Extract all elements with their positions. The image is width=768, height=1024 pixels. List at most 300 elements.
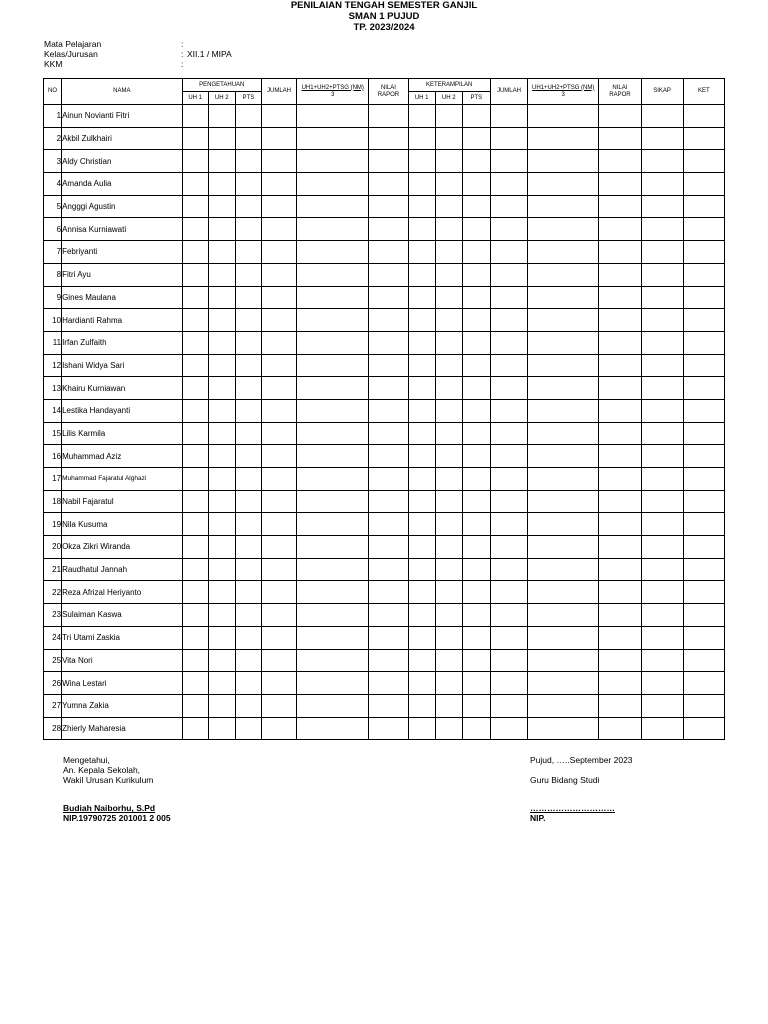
grade-cell[interactable] <box>528 445 599 468</box>
grade-cell[interactable] <box>182 195 208 218</box>
grade-cell[interactable] <box>599 422 641 445</box>
grade-cell[interactable] <box>369 649 408 672</box>
grade-cell[interactable] <box>435 263 462 286</box>
grade-cell[interactable] <box>490 127 527 150</box>
grade-cell[interactable] <box>528 263 599 286</box>
grade-cell[interactable] <box>369 354 408 377</box>
grade-cell[interactable] <box>528 536 599 559</box>
grade-cell[interactable] <box>435 717 462 740</box>
grade-cell[interactable] <box>528 558 599 581</box>
grade-cell[interactable] <box>435 445 462 468</box>
grade-cell[interactable] <box>208 422 235 445</box>
grade-cell[interactable] <box>462 490 490 513</box>
grade-cell[interactable] <box>599 150 641 173</box>
grade-cell[interactable] <box>235 263 261 286</box>
grade-cell[interactable] <box>462 195 490 218</box>
grade-cell[interactable] <box>369 377 408 400</box>
grade-cell[interactable] <box>599 331 641 354</box>
grade-cell[interactable] <box>297 694 369 717</box>
grade-cell[interactable] <box>261 399 296 422</box>
grade-cell[interactable] <box>462 445 490 468</box>
grade-cell[interactable] <box>490 468 527 491</box>
grade-cell[interactable] <box>369 105 408 128</box>
grade-cell[interactable] <box>683 649 724 672</box>
grade-cell[interactable] <box>462 604 490 627</box>
grade-cell[interactable] <box>490 309 527 332</box>
grade-cell[interactable] <box>182 649 208 672</box>
grade-cell[interactable] <box>297 127 369 150</box>
grade-cell[interactable] <box>599 536 641 559</box>
grade-cell[interactable] <box>297 309 369 332</box>
grade-cell[interactable] <box>435 377 462 400</box>
grade-cell[interactable] <box>261 105 296 128</box>
grade-cell[interactable] <box>683 399 724 422</box>
grade-cell[interactable] <box>641 354 683 377</box>
grade-cell[interactable] <box>528 127 599 150</box>
grade-cell[interactable] <box>528 672 599 695</box>
grade-cell[interactable] <box>235 717 261 740</box>
grade-cell[interactable] <box>408 536 435 559</box>
grade-cell[interactable] <box>369 717 408 740</box>
grade-cell[interactable] <box>182 173 208 196</box>
grade-cell[interactable] <box>235 672 261 695</box>
grade-cell[interactable] <box>683 717 724 740</box>
grade-cell[interactable] <box>235 105 261 128</box>
grade-cell[interactable] <box>462 241 490 264</box>
grade-cell[interactable] <box>408 513 435 536</box>
grade-cell[interactable] <box>408 105 435 128</box>
grade-cell[interactable] <box>369 218 408 241</box>
grade-cell[interactable] <box>408 468 435 491</box>
grade-cell[interactable] <box>462 558 490 581</box>
grade-cell[interactable] <box>208 354 235 377</box>
grade-cell[interactable] <box>528 604 599 627</box>
grade-cell[interactable] <box>528 717 599 740</box>
grade-cell[interactable] <box>408 127 435 150</box>
grade-cell[interactable] <box>599 263 641 286</box>
grade-cell[interactable] <box>408 150 435 173</box>
grade-cell[interactable] <box>182 241 208 264</box>
grade-cell[interactable] <box>261 581 296 604</box>
grade-cell[interactable] <box>528 286 599 309</box>
grade-cell[interactable] <box>261 331 296 354</box>
grade-cell[interactable] <box>641 286 683 309</box>
grade-cell[interactable] <box>462 218 490 241</box>
grade-cell[interactable] <box>369 286 408 309</box>
grade-cell[interactable] <box>528 694 599 717</box>
grade-cell[interactable] <box>235 354 261 377</box>
grade-cell[interactable] <box>297 173 369 196</box>
grade-cell[interactable] <box>435 354 462 377</box>
grade-cell[interactable] <box>462 649 490 672</box>
grade-cell[interactable] <box>490 649 527 672</box>
grade-cell[interactable] <box>462 399 490 422</box>
grade-cell[interactable] <box>641 468 683 491</box>
grade-cell[interactable] <box>369 536 408 559</box>
grade-cell[interactable] <box>528 241 599 264</box>
grade-cell[interactable] <box>599 626 641 649</box>
grade-cell[interactable] <box>528 354 599 377</box>
grade-cell[interactable] <box>208 694 235 717</box>
grade-cell[interactable] <box>261 354 296 377</box>
grade-cell[interactable] <box>462 150 490 173</box>
grade-cell[interactable] <box>435 241 462 264</box>
grade-cell[interactable] <box>261 694 296 717</box>
grade-cell[interactable] <box>182 694 208 717</box>
grade-cell[interactable] <box>641 604 683 627</box>
grade-cell[interactable] <box>297 468 369 491</box>
grade-cell[interactable] <box>208 536 235 559</box>
grade-cell[interactable] <box>528 649 599 672</box>
grade-cell[interactable] <box>599 354 641 377</box>
grade-cell[interactable] <box>408 354 435 377</box>
grade-cell[interactable] <box>408 422 435 445</box>
grade-cell[interactable] <box>297 263 369 286</box>
grade-cell[interactable] <box>182 604 208 627</box>
grade-cell[interactable] <box>599 672 641 695</box>
grade-cell[interactable] <box>182 468 208 491</box>
grade-cell[interactable] <box>208 173 235 196</box>
grade-cell[interactable] <box>369 422 408 445</box>
grade-cell[interactable] <box>261 558 296 581</box>
grade-cell[interactable] <box>435 195 462 218</box>
grade-cell[interactable] <box>235 694 261 717</box>
grade-cell[interactable] <box>208 490 235 513</box>
grade-cell[interactable] <box>235 331 261 354</box>
grade-cell[interactable] <box>369 626 408 649</box>
grade-cell[interactable] <box>462 173 490 196</box>
grade-cell[interactable] <box>208 399 235 422</box>
grade-cell[interactable] <box>235 649 261 672</box>
grade-cell[interactable] <box>297 331 369 354</box>
grade-cell[interactable] <box>408 604 435 627</box>
grade-cell[interactable] <box>599 604 641 627</box>
grade-cell[interactable] <box>462 309 490 332</box>
grade-cell[interactable] <box>683 604 724 627</box>
grade-cell[interactable] <box>528 105 599 128</box>
grade-cell[interactable] <box>490 604 527 627</box>
grade-cell[interactable] <box>408 286 435 309</box>
grade-cell[interactable] <box>261 604 296 627</box>
grade-cell[interactable] <box>641 626 683 649</box>
grade-cell[interactable] <box>641 445 683 468</box>
grade-cell[interactable] <box>683 490 724 513</box>
grade-cell[interactable] <box>408 694 435 717</box>
grade-cell[interactable] <box>528 309 599 332</box>
grade-cell[interactable] <box>599 286 641 309</box>
grade-cell[interactable] <box>435 309 462 332</box>
grade-cell[interactable] <box>235 445 261 468</box>
grade-cell[interactable] <box>408 173 435 196</box>
grade-cell[interactable] <box>490 241 527 264</box>
grade-cell[interactable] <box>641 263 683 286</box>
grade-cell[interactable] <box>435 513 462 536</box>
grade-cell[interactable] <box>408 218 435 241</box>
grade-cell[interactable] <box>435 604 462 627</box>
grade-cell[interactable] <box>599 558 641 581</box>
grade-cell[interactable] <box>208 717 235 740</box>
grade-cell[interactable] <box>599 195 641 218</box>
grade-cell[interactable] <box>435 558 462 581</box>
grade-cell[interactable] <box>235 173 261 196</box>
grade-cell[interactable] <box>297 218 369 241</box>
grade-cell[interactable] <box>641 649 683 672</box>
grade-cell[interactable] <box>435 468 462 491</box>
grade-cell[interactable] <box>528 195 599 218</box>
grade-cell[interactable] <box>490 331 527 354</box>
grade-cell[interactable] <box>182 309 208 332</box>
grade-cell[interactable] <box>235 195 261 218</box>
grade-cell[interactable] <box>462 581 490 604</box>
grade-cell[interactable] <box>435 536 462 559</box>
grade-cell[interactable] <box>641 490 683 513</box>
grade-cell[interactable] <box>641 309 683 332</box>
grade-cell[interactable] <box>369 604 408 627</box>
grade-cell[interactable] <box>297 513 369 536</box>
grade-cell[interactable] <box>599 445 641 468</box>
grade-cell[interactable] <box>297 558 369 581</box>
grade-cell[interactable] <box>208 241 235 264</box>
grade-cell[interactable] <box>490 173 527 196</box>
grade-cell[interactable] <box>297 604 369 627</box>
grade-cell[interactable] <box>235 490 261 513</box>
grade-cell[interactable] <box>408 581 435 604</box>
grade-cell[interactable] <box>462 468 490 491</box>
grade-cell[interactable] <box>641 672 683 695</box>
grade-cell[interactable] <box>683 286 724 309</box>
grade-cell[interactable] <box>408 399 435 422</box>
grade-cell[interactable] <box>435 581 462 604</box>
grade-cell[interactable] <box>490 195 527 218</box>
grade-cell[interactable] <box>408 626 435 649</box>
grade-cell[interactable] <box>599 649 641 672</box>
grade-cell[interactable] <box>462 331 490 354</box>
grade-cell[interactable] <box>182 377 208 400</box>
grade-cell[interactable] <box>683 309 724 332</box>
grade-cell[interactable] <box>490 150 527 173</box>
grade-cell[interactable] <box>208 626 235 649</box>
grade-cell[interactable] <box>261 422 296 445</box>
grade-cell[interactable] <box>261 127 296 150</box>
grade-cell[interactable] <box>641 694 683 717</box>
grade-cell[interactable] <box>182 536 208 559</box>
grade-cell[interactable] <box>235 581 261 604</box>
grade-cell[interactable] <box>490 694 527 717</box>
grade-cell[interactable] <box>408 377 435 400</box>
grade-cell[interactable] <box>435 626 462 649</box>
grade-cell[interactable] <box>235 468 261 491</box>
grade-cell[interactable] <box>182 717 208 740</box>
grade-cell[interactable] <box>435 399 462 422</box>
grade-cell[interactable] <box>182 558 208 581</box>
grade-cell[interactable] <box>208 672 235 695</box>
grade-cell[interactable] <box>462 286 490 309</box>
grade-cell[interactable] <box>235 150 261 173</box>
grade-cell[interactable] <box>297 195 369 218</box>
grade-cell[interactable] <box>182 490 208 513</box>
grade-cell[interactable] <box>462 127 490 150</box>
grade-cell[interactable] <box>208 218 235 241</box>
grade-cell[interactable] <box>490 513 527 536</box>
grade-cell[interactable] <box>369 173 408 196</box>
grade-cell[interactable] <box>683 331 724 354</box>
grade-cell[interactable] <box>297 672 369 695</box>
grade-cell[interactable] <box>369 672 408 695</box>
grade-cell[interactable] <box>490 717 527 740</box>
grade-cell[interactable] <box>490 354 527 377</box>
grade-cell[interactable] <box>208 581 235 604</box>
grade-cell[interactable] <box>683 173 724 196</box>
grade-cell[interactable] <box>208 127 235 150</box>
grade-cell[interactable] <box>235 218 261 241</box>
grade-cell[interactable] <box>462 422 490 445</box>
grade-cell[interactable] <box>369 513 408 536</box>
grade-cell[interactable] <box>641 241 683 264</box>
grade-cell[interactable] <box>261 717 296 740</box>
grade-cell[interactable] <box>683 263 724 286</box>
grade-cell[interactable] <box>235 513 261 536</box>
grade-cell[interactable] <box>683 536 724 559</box>
grade-cell[interactable] <box>435 173 462 196</box>
grade-cell[interactable] <box>369 399 408 422</box>
grade-cell[interactable] <box>528 331 599 354</box>
grade-cell[interactable] <box>528 399 599 422</box>
grade-cell[interactable] <box>369 150 408 173</box>
grade-cell[interactable] <box>683 354 724 377</box>
grade-cell[interactable] <box>683 195 724 218</box>
grade-cell[interactable] <box>641 513 683 536</box>
grade-cell[interactable] <box>208 331 235 354</box>
grade-cell[interactable] <box>208 377 235 400</box>
grade-cell[interactable] <box>683 558 724 581</box>
grade-cell[interactable] <box>490 399 527 422</box>
grade-cell[interactable] <box>208 513 235 536</box>
grade-cell[interactable] <box>435 331 462 354</box>
grade-cell[interactable] <box>490 422 527 445</box>
grade-cell[interactable] <box>683 513 724 536</box>
grade-cell[interactable] <box>435 286 462 309</box>
grade-cell[interactable] <box>235 399 261 422</box>
grade-cell[interactable] <box>435 490 462 513</box>
grade-cell[interactable] <box>462 105 490 128</box>
grade-cell[interactable] <box>599 377 641 400</box>
grade-cell[interactable] <box>208 150 235 173</box>
grade-cell[interactable] <box>462 717 490 740</box>
grade-cell[interactable] <box>408 717 435 740</box>
grade-cell[interactable] <box>599 173 641 196</box>
grade-cell[interactable] <box>641 127 683 150</box>
grade-cell[interactable] <box>641 399 683 422</box>
grade-cell[interactable] <box>182 127 208 150</box>
grade-cell[interactable] <box>599 105 641 128</box>
grade-cell[interactable] <box>408 309 435 332</box>
grade-cell[interactable] <box>297 581 369 604</box>
grade-cell[interactable] <box>528 422 599 445</box>
grade-cell[interactable] <box>490 445 527 468</box>
grade-cell[interactable] <box>490 581 527 604</box>
grade-cell[interactable] <box>208 468 235 491</box>
grade-cell[interactable] <box>297 241 369 264</box>
grade-cell[interactable] <box>261 263 296 286</box>
grade-cell[interactable] <box>435 150 462 173</box>
grade-cell[interactable] <box>408 263 435 286</box>
grade-cell[interactable] <box>182 581 208 604</box>
grade-cell[interactable] <box>182 331 208 354</box>
grade-cell[interactable] <box>490 490 527 513</box>
grade-cell[interactable] <box>641 150 683 173</box>
grade-cell[interactable] <box>599 127 641 150</box>
grade-cell[interactable] <box>462 626 490 649</box>
grade-cell[interactable] <box>369 581 408 604</box>
grade-cell[interactable] <box>490 263 527 286</box>
grade-cell[interactable] <box>261 377 296 400</box>
grade-cell[interactable] <box>490 377 527 400</box>
grade-cell[interactable] <box>683 581 724 604</box>
grade-cell[interactable] <box>182 445 208 468</box>
grade-cell[interactable] <box>182 286 208 309</box>
grade-cell[interactable] <box>462 377 490 400</box>
grade-cell[interactable] <box>408 490 435 513</box>
grade-cell[interactable] <box>208 604 235 627</box>
grade-cell[interactable] <box>297 286 369 309</box>
grade-cell[interactable] <box>528 468 599 491</box>
grade-cell[interactable] <box>462 354 490 377</box>
grade-cell[interactable] <box>683 468 724 491</box>
grade-cell[interactable] <box>462 694 490 717</box>
grade-cell[interactable] <box>182 150 208 173</box>
grade-cell[interactable] <box>369 694 408 717</box>
grade-cell[interactable] <box>208 286 235 309</box>
grade-cell[interactable] <box>528 377 599 400</box>
grade-cell[interactable] <box>369 331 408 354</box>
grade-cell[interactable] <box>235 558 261 581</box>
grade-cell[interactable] <box>297 399 369 422</box>
grade-cell[interactable] <box>208 558 235 581</box>
grade-cell[interactable] <box>528 490 599 513</box>
grade-cell[interactable] <box>462 263 490 286</box>
grade-cell[interactable] <box>528 218 599 241</box>
grade-cell[interactable] <box>235 536 261 559</box>
grade-cell[interactable] <box>683 672 724 695</box>
grade-cell[interactable] <box>235 422 261 445</box>
grade-cell[interactable] <box>641 105 683 128</box>
grade-cell[interactable] <box>408 649 435 672</box>
grade-cell[interactable] <box>261 490 296 513</box>
grade-cell[interactable] <box>683 127 724 150</box>
grade-cell[interactable] <box>641 195 683 218</box>
grade-cell[interactable] <box>599 399 641 422</box>
grade-cell[interactable] <box>208 105 235 128</box>
grade-cell[interactable] <box>369 127 408 150</box>
grade-cell[interactable] <box>235 286 261 309</box>
grade-cell[interactable] <box>683 626 724 649</box>
grade-cell[interactable] <box>599 468 641 491</box>
grade-cell[interactable] <box>435 422 462 445</box>
grade-cell[interactable] <box>683 422 724 445</box>
grade-cell[interactable] <box>297 536 369 559</box>
grade-cell[interactable] <box>641 377 683 400</box>
grade-cell[interactable] <box>369 558 408 581</box>
grade-cell[interactable] <box>683 241 724 264</box>
grade-cell[interactable] <box>261 241 296 264</box>
grade-cell[interactable] <box>235 241 261 264</box>
grade-cell[interactable] <box>369 195 408 218</box>
grade-cell[interactable] <box>208 445 235 468</box>
grade-cell[interactable] <box>641 536 683 559</box>
grade-cell[interactable] <box>208 263 235 286</box>
grade-cell[interactable] <box>528 150 599 173</box>
grade-cell[interactable] <box>261 286 296 309</box>
